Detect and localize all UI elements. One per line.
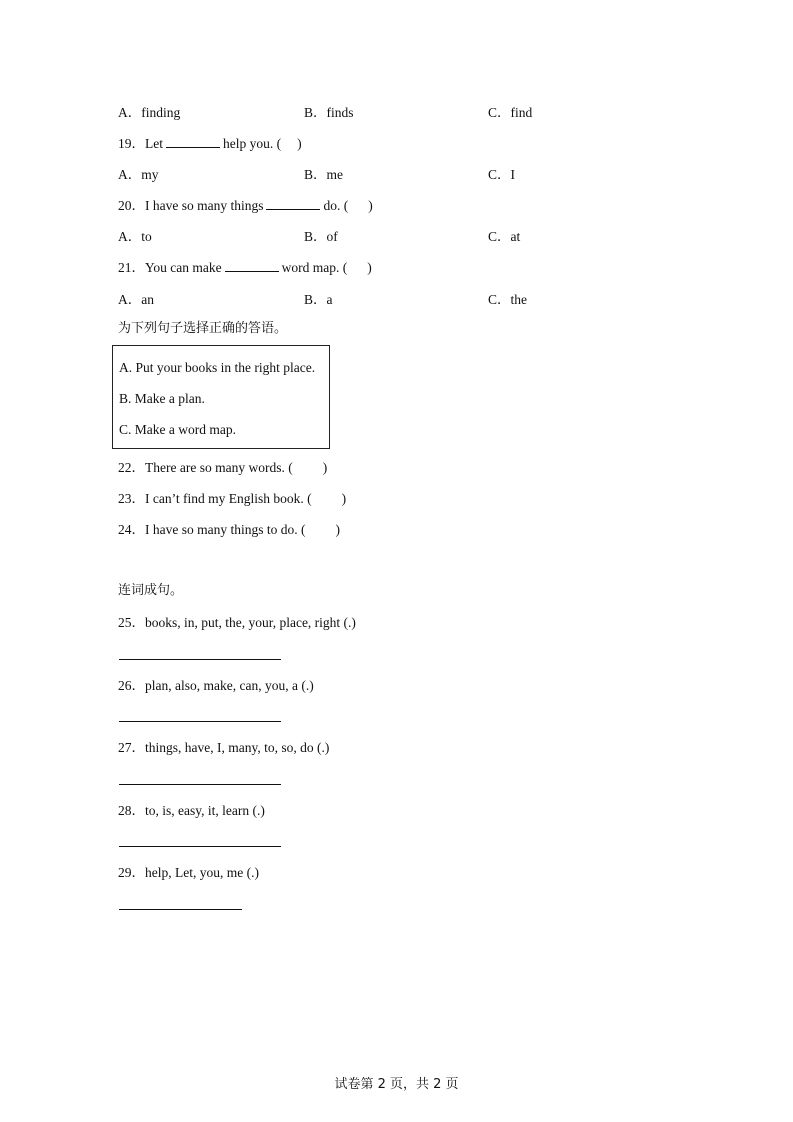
- q18-option-b: B．finds: [304, 105, 354, 120]
- question-number: 19．: [118, 136, 145, 151]
- question-23: [118, 490, 346, 508]
- question-text: to, is, easy, it, learn (.): [145, 803, 265, 818]
- question-number: 29．: [118, 865, 145, 880]
- choice-b: B. Make a plan.: [119, 391, 205, 406]
- question-text: books, in, put, the, your, place, right (.): [145, 615, 356, 630]
- q18-option-a: A．finding: [118, 105, 181, 120]
- question-25: [118, 614, 356, 632]
- question-number: 27．: [118, 740, 145, 755]
- section-instruction-match: 为下列句子选择正确的答语。: [118, 321, 288, 336]
- close-paren: ): [367, 260, 372, 275]
- close-paren: ): [335, 522, 340, 537]
- question-28: [118, 802, 265, 820]
- answer-blank: [266, 197, 320, 210]
- choice-c: C. Make a word map.: [119, 422, 236, 437]
- question-text: There are so many words. (: [145, 460, 293, 475]
- question-number: 28．: [118, 803, 145, 818]
- question-text: things, have, I, many, to, so, do (.): [145, 740, 330, 755]
- q20-option-c: C．at: [488, 229, 521, 244]
- question-number: 23．: [118, 491, 145, 506]
- question-22: [118, 459, 327, 477]
- question-number: 25．: [118, 615, 145, 630]
- q20-option-a: A．to: [118, 229, 152, 244]
- question-text-after: do. (: [323, 198, 349, 213]
- answer-line-29[interactable]: [119, 909, 242, 910]
- page-footer: 试卷第 2 页，共 2 页: [334, 1077, 459, 1092]
- q19-option-b: B．me: [304, 167, 343, 182]
- question-number: 21．: [118, 260, 145, 275]
- close-paren: ): [297, 136, 302, 151]
- question-19: [118, 135, 302, 153]
- question-20: [118, 197, 373, 215]
- question-26: [118, 677, 314, 695]
- question-text: help, Let, you, me (.): [145, 865, 259, 880]
- answer-line-25[interactable]: [119, 659, 281, 660]
- question-21: [118, 259, 372, 277]
- question-27: [118, 739, 329, 757]
- answer-line-27[interactable]: [119, 784, 281, 785]
- answer-blank: [225, 259, 279, 272]
- q21-option-b: B．a: [304, 292, 333, 307]
- question-number: 24．: [118, 522, 145, 537]
- question-text: I have so many things to do. (: [145, 522, 306, 537]
- section-instruction-order: 连词成句。: [118, 583, 184, 598]
- close-paren: ): [368, 198, 373, 213]
- answer-line-26[interactable]: [119, 721, 281, 722]
- question-number: 20．: [118, 198, 145, 213]
- q21-option-c: C．the: [488, 292, 527, 307]
- question-text: I can’t find my English book. (: [145, 491, 312, 506]
- question-number: 26．: [118, 678, 145, 693]
- close-paren: ): [322, 460, 328, 475]
- question-text-after: word map. (: [281, 260, 348, 275]
- question-29: [118, 864, 259, 882]
- question-text-after: help you. (: [223, 136, 282, 151]
- question-text: plan, also, make, can, you, a (.): [145, 678, 314, 693]
- question-24: [118, 521, 340, 539]
- question-text-before: Let: [145, 136, 163, 151]
- q18-option-c: C．find: [488, 105, 533, 120]
- choice-a: A. Put your books in the right place.: [119, 360, 316, 375]
- close-paren: ): [341, 491, 347, 506]
- q19-option-c: C．I: [488, 167, 515, 182]
- question-text-before: I have so many things: [145, 198, 264, 213]
- question-number: 22．: [118, 460, 145, 475]
- question-text-before: You can make: [145, 260, 222, 275]
- answer-line-28[interactable]: [119, 846, 281, 847]
- q19-option-a: A．my: [118, 167, 159, 182]
- choices-box: [112, 345, 330, 449]
- q21-option-a: A．an: [118, 292, 154, 307]
- answer-blank: [166, 135, 220, 148]
- q20-option-b: B．of: [304, 229, 338, 244]
